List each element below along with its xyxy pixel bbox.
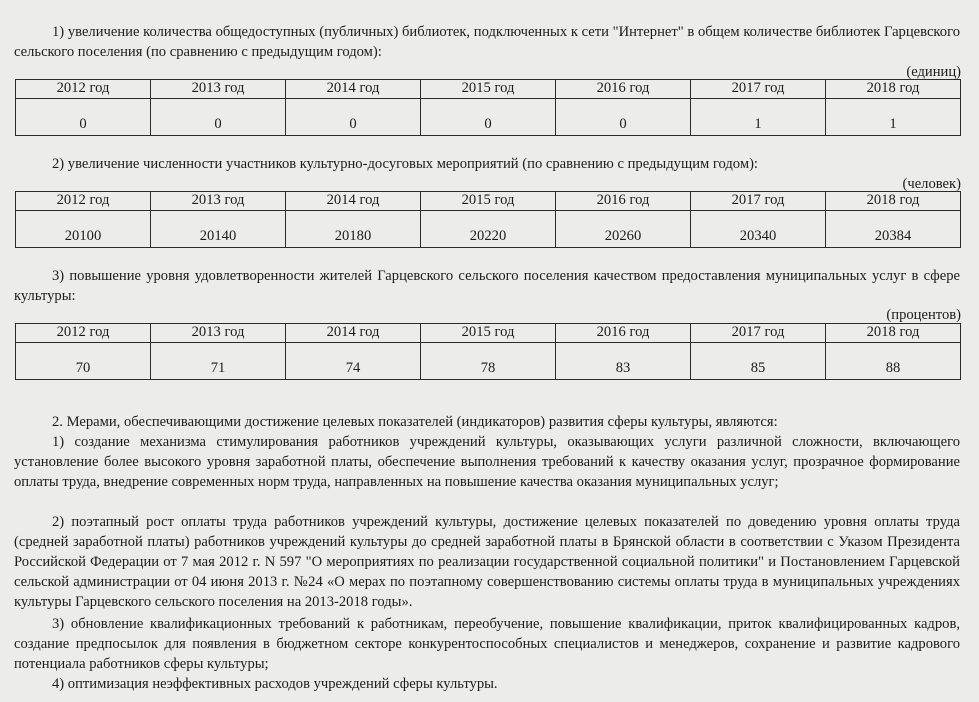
table-header-row — [16, 192, 961, 211]
section1-text: 1) увеличение количества общедоступных (публичных) библиотек, подключенных к сети "Интернет" в общем количестве библиотек Гарцевского сельского поселения (по сравнению с предыдущим годом): — [14, 24, 960, 60]
value-cell: 71 — [151, 343, 286, 380]
value-cell: 85 — [691, 343, 826, 380]
value-cell: 78 — [421, 343, 556, 380]
value-cell: 0 — [151, 99, 286, 136]
value-cell: 0 — [556, 99, 691, 136]
year-header: 2018 год — [826, 324, 961, 343]
measure-item-4: 4) оптимизация неэффективных расходов учреждений сферы культуры. — [52, 676, 498, 692]
value-cell: 88 — [826, 343, 961, 380]
year-header: 2016 год — [556, 324, 691, 343]
year-header: 2013 год — [151, 80, 286, 99]
year-header: 2015 год — [421, 80, 556, 99]
year-header: 2016 год — [556, 192, 691, 211]
measure-item-2: 2) поэтапный рост оплаты труда работников учреждений культуры, достижение целевых показателей по доведению уровня оплаты труда (средней заработной платы) работников учреждений культуры до средней заработной платы в Брянской области в соответствии с Указом Президента Российской Федерации от 7 мая 2012 г. N 597 "О мероприятиях по реализации государственной социальной политики" и Постановлением Гарцевской сельской администрации от 04 июня 2013 г. №24 «О мерах по поэтапному совершенствованию системы оплаты труда в муниципальных учреждениях культуры Гарцевского сельского поселения на 2013-2018 годы». — [14, 514, 960, 610]
value-cell: 0 — [421, 99, 556, 136]
measure-item-1: 1) создание механизма стимулирования работников учреждений культуры, оказывающих услуги различной сложности, включающего установление более высокого уровня заработной платы, обеспечение выполнения требований к качеству оказания услуг, прозрачное формирование оплаты труда, внедрение современных норм труда, направленных на повышение качества оказания муниципальных услуг; — [14, 434, 960, 490]
value-cell: 20260 — [556, 211, 691, 248]
year-header: 2017 год — [691, 192, 826, 211]
value-cell: 70 — [16, 343, 151, 380]
table-row — [16, 343, 961, 380]
value-cell: 0 — [16, 99, 151, 136]
value-cell: 20100 — [16, 211, 151, 248]
value-cell: 20180 — [286, 211, 421, 248]
value-cell: 1 — [691, 99, 826, 136]
year-header: 2016 год — [556, 80, 691, 99]
measure-item-3: 3) обновление квалификационных требований к работникам, переобучение, повышение квалификации, приток квалифицированных кадров, создание предпосылок для появления в бюджетном секторе конкурентоспособных специалистов и менеджеров, сохранение и развитие кадрового потенциала работников сферы культуры; — [14, 616, 960, 672]
table-satisfaction — [15, 323, 961, 380]
year-header: 2012 год — [16, 80, 151, 99]
value-cell: 20340 — [691, 211, 826, 248]
measures-heading: 2. Мерами, обеспечивающими достижение целевых показателей (индикаторов) развития сферы культуры, являются: — [52, 414, 778, 430]
value-cell: 20384 — [826, 211, 961, 248]
year-header: 2017 год — [691, 324, 826, 343]
table-header-row — [16, 324, 961, 343]
year-header: 2018 год — [826, 192, 961, 211]
year-header: 2012 год — [16, 324, 151, 343]
year-header: 2012 год — [16, 192, 151, 211]
value-cell: 74 — [286, 343, 421, 380]
table-libraries — [15, 79, 961, 136]
year-header: 2015 год — [421, 324, 556, 343]
year-header: 2017 год — [691, 80, 826, 99]
value-cell: 1 — [826, 99, 961, 136]
section2-unit: (человек) — [902, 176, 961, 192]
year-header: 2014 год — [286, 324, 421, 343]
year-header: 2018 год — [826, 80, 961, 99]
year-header: 2014 год — [286, 80, 421, 99]
table-row — [16, 211, 961, 248]
year-header: 2014 год — [286, 192, 421, 211]
table-participants — [15, 191, 961, 248]
value-cell: 20140 — [151, 211, 286, 248]
table-row — [16, 99, 961, 136]
section1-unit: (единиц) — [906, 64, 961, 80]
year-header: 2013 год — [151, 324, 286, 343]
year-header: 2013 год — [151, 192, 286, 211]
section3-unit: (процентов) — [886, 307, 961, 323]
value-cell: 20220 — [421, 211, 556, 248]
value-cell: 83 — [556, 343, 691, 380]
section3-text: 3) повышение уровня удовлетворенности жителей Гарцевского сельского поселения качеством предоставления муниципальных услуг в сфере культуры: — [14, 268, 960, 304]
section2-text: 2) увеличение численности участников культурно-досуговых мероприятий (по сравнению с предыдущим годом): — [52, 156, 758, 172]
year-header: 2015 год — [421, 192, 556, 211]
value-cell: 0 — [286, 99, 421, 136]
table-header-row — [16, 80, 961, 99]
